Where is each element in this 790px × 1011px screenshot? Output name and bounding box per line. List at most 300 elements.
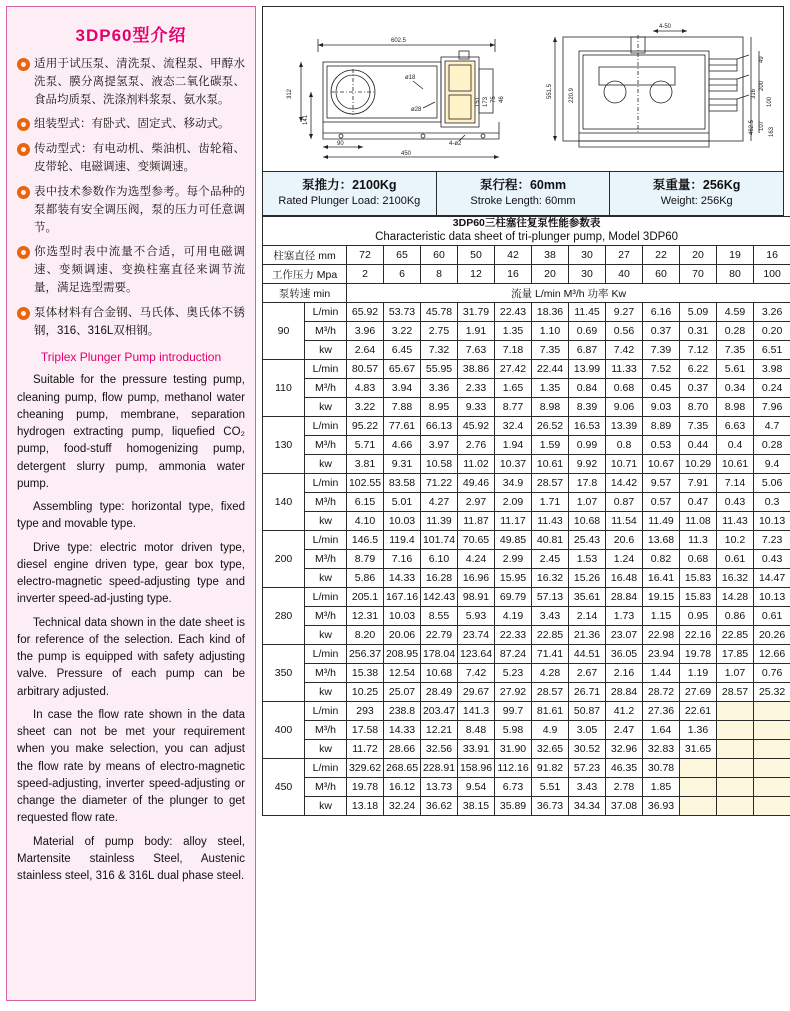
- cell: 46.35: [606, 759, 643, 778]
- speed-value: 280: [263, 588, 305, 645]
- cell: 4.7: [754, 417, 790, 436]
- svg-text:200: 200: [759, 80, 765, 91]
- pressure-value: 12: [458, 265, 495, 284]
- unit-label: kw: [305, 569, 347, 588]
- cell: 16.28: [421, 569, 458, 588]
- cell: 1.71: [532, 493, 569, 512]
- intro-paragraph: Drive type: electric motor driven type, diesel engine driven type, gear box type, electro-magnetic speed-adjusting type and inverter speed-ad-justing type.: [17, 541, 245, 606]
- cell: 25.32: [754, 683, 790, 702]
- cell: 22.85: [717, 626, 754, 645]
- cell: 13.99: [569, 360, 606, 379]
- cell: 28.57: [717, 683, 754, 702]
- cell: 22.43: [495, 303, 532, 322]
- unit-label: kw: [305, 626, 347, 645]
- cell: 0.20: [754, 322, 790, 341]
- cell: 1.15: [643, 607, 680, 626]
- unit-label: M³/h: [305, 550, 347, 569]
- cell: 3.36: [421, 379, 458, 398]
- table-row: [263, 626, 790, 645]
- cell: 11.39: [421, 512, 458, 531]
- spec-bar: [262, 172, 784, 216]
- cell: 27.36: [643, 702, 680, 721]
- svg-text:107: 107: [759, 120, 765, 131]
- table-row: [263, 759, 790, 778]
- cell: 99.7: [495, 702, 532, 721]
- cell: 71.41: [532, 645, 569, 664]
- cell: 0.34: [717, 379, 754, 398]
- svg-text:ø18: ø18: [405, 75, 416, 81]
- cell: 35.61: [569, 588, 606, 607]
- cell: 3.96: [347, 322, 384, 341]
- cell: [754, 759, 790, 778]
- cell: 5.93: [458, 607, 495, 626]
- intro-bullet: [17, 141, 245, 177]
- diameter-value: 50: [458, 246, 495, 265]
- svg-text:173: 173: [483, 96, 489, 107]
- cell: 0.57: [643, 493, 680, 512]
- spec-label-cn: 泵行程：60mm: [479, 178, 567, 192]
- cell: 1.85: [643, 778, 680, 797]
- cell: 38.15: [458, 797, 495, 816]
- cell: 65.92: [347, 303, 384, 322]
- diameter-value: 27: [606, 246, 643, 265]
- cell: 13.68: [643, 531, 680, 550]
- cell: 29.67: [458, 683, 495, 702]
- table-row: [263, 379, 790, 398]
- cell: 9.57: [643, 474, 680, 493]
- cell: 158.96: [458, 759, 495, 778]
- cell: [717, 702, 754, 721]
- table-row-pressure: [263, 265, 790, 284]
- cell: 10.25: [347, 683, 384, 702]
- cell: 2.78: [606, 778, 643, 797]
- cell: 0.28: [754, 436, 790, 455]
- table-row: [263, 607, 790, 626]
- cell: 22.44: [532, 360, 569, 379]
- intro-bullet: [17, 56, 245, 109]
- unit-label: kw: [305, 512, 347, 531]
- table-row: [263, 531, 790, 550]
- cell: 45.78: [421, 303, 458, 322]
- cell: 13.18: [347, 797, 384, 816]
- table-row: [263, 493, 790, 512]
- cell: 0.28: [717, 322, 754, 341]
- cell: 0.37: [643, 322, 680, 341]
- cell: 5.86: [347, 569, 384, 588]
- cell: 7.88: [384, 398, 421, 417]
- intro-bullet: [17, 116, 245, 134]
- cell: 0.76: [754, 664, 790, 683]
- svg-text:551.5: 551.5: [547, 83, 553, 99]
- unit-label: M³/h: [305, 379, 347, 398]
- cell: 4.19: [495, 607, 532, 626]
- cell: 8.39: [569, 398, 606, 417]
- svg-text:316: 316: [751, 88, 757, 99]
- spec-label-en: Weight: 256Kg: [660, 194, 733, 207]
- table-row: [263, 588, 790, 607]
- table-title-en: Characteristic data sheet of tri-plunger pump, Model 3DP60: [375, 231, 679, 244]
- cell: 293: [347, 702, 384, 721]
- cell: 22.16: [680, 626, 717, 645]
- diameter-value: 72: [347, 246, 384, 265]
- intro-bullet-text: 组装型式：有卧式、固定式、移动式。: [34, 118, 230, 131]
- cell: 10.58: [421, 455, 458, 474]
- cell: 0.87: [606, 493, 643, 512]
- cell: 28.84: [606, 588, 643, 607]
- cell: 32.4: [495, 417, 532, 436]
- pressure-value: 40: [606, 265, 643, 284]
- cell: 4.10: [347, 512, 384, 531]
- cell: 0.45: [643, 379, 680, 398]
- spec-cell-plunger-load: [263, 172, 437, 215]
- unit-label: L/min: [305, 303, 347, 322]
- cell: 3.43: [569, 778, 606, 797]
- bullet-marker-icon: [17, 118, 30, 131]
- cell: 0.43: [754, 550, 790, 569]
- cell: 8.48: [458, 721, 495, 740]
- cell: 0.82: [643, 550, 680, 569]
- speed-value: 450: [263, 759, 305, 816]
- cell: 21.36: [569, 626, 606, 645]
- intro-english-title: Triplex Plunger Pump introduction: [40, 350, 222, 365]
- svg-text:90: 90: [337, 141, 344, 147]
- cell: 3.05: [569, 721, 606, 740]
- cell: 11.08: [680, 512, 717, 531]
- cell: 7.23: [754, 531, 790, 550]
- cell: 0.53: [643, 436, 680, 455]
- diameter-value: 65: [384, 246, 421, 265]
- cell: 7.12: [680, 341, 717, 360]
- cell: 5.51: [532, 778, 569, 797]
- pressure-value: 30: [569, 265, 606, 284]
- cell: 32.56: [421, 740, 458, 759]
- cell: 10.37: [495, 455, 532, 474]
- table-row: [263, 398, 790, 417]
- cell: 28.72: [643, 683, 680, 702]
- cell: 1.24: [606, 550, 643, 569]
- cell: 0.61: [717, 550, 754, 569]
- intro-bullet-text: 适用于试压泵、清洗泵、流程泵、甲醇水洗泵、膜分离提氢泵、液态二氧化碳泵、食品均质泵、洗涤剂料浆泵、氨水泵。: [34, 58, 245, 106]
- cell: 98.91: [458, 588, 495, 607]
- cell: 17.8: [569, 474, 606, 493]
- cell: 1.07: [717, 664, 754, 683]
- cell: 1.10: [532, 322, 569, 341]
- cell: 31.79: [458, 303, 495, 322]
- cell: [754, 778, 790, 797]
- cell: 3.43: [532, 607, 569, 626]
- table-row: [263, 455, 790, 474]
- cell: 9.03: [643, 398, 680, 417]
- unit-label: M³/h: [305, 664, 347, 683]
- cell: 7.18: [495, 341, 532, 360]
- intro-paragraph: In case the flow rate shown in the data sheet can not be met your requirement when you make selection, you can adjust the flow rate by means of electro-magnetic speed-adjusting, inverter speed-adjusting or change the diameter of the plunger to get requested flow rate.: [17, 708, 245, 825]
- speed-value: 200: [263, 531, 305, 588]
- cell: 0.3: [754, 493, 790, 512]
- cell: 1.35: [532, 379, 569, 398]
- cell: 2.64: [347, 341, 384, 360]
- table-row-flow-header: [263, 284, 790, 303]
- cell: 4.27: [421, 493, 458, 512]
- cell: [717, 721, 754, 740]
- cell: 22.61: [680, 702, 717, 721]
- cell: 7.39: [643, 341, 680, 360]
- cell: 6.16: [643, 303, 680, 322]
- cell: 40.81: [532, 531, 569, 550]
- cell: 80.57: [347, 360, 384, 379]
- cell: 3.22: [384, 322, 421, 341]
- cell: [717, 740, 754, 759]
- cell: 7.35: [532, 341, 569, 360]
- cell: 0.61: [754, 607, 790, 626]
- svg-text:46: 46: [499, 96, 505, 103]
- pressure-value: 70: [680, 265, 717, 284]
- pressure-value: 20: [532, 265, 569, 284]
- cell: 19.78: [347, 778, 384, 797]
- cell: 11.43: [717, 512, 754, 531]
- cell: 10.68: [569, 512, 606, 531]
- cell: 0.99: [569, 436, 606, 455]
- cell: 36.62: [421, 797, 458, 816]
- spec-label-cn: 泵重量：256Kg: [652, 178, 741, 192]
- table-row-diameter: [263, 246, 790, 265]
- right-column: [262, 6, 784, 816]
- cell: 36.73: [532, 797, 569, 816]
- diameter-value: 30: [569, 246, 606, 265]
- cell: 16.12: [384, 778, 421, 797]
- cell: 6.10: [421, 550, 458, 569]
- svg-text:4-ø2: 4-ø2: [449, 141, 462, 147]
- cell: 2.99: [495, 550, 532, 569]
- cell: 228.91: [421, 759, 458, 778]
- cell: 0.31: [680, 322, 717, 341]
- cell: 11.49: [643, 512, 680, 531]
- cell: 0.84: [569, 379, 606, 398]
- cell: 10.61: [532, 455, 569, 474]
- table-row: [263, 436, 790, 455]
- cell: 7.35: [680, 417, 717, 436]
- cell: 19.78: [680, 645, 717, 664]
- spec-cell-stroke-length: [437, 172, 611, 215]
- cell: 30.78: [643, 759, 680, 778]
- cell: 11.87: [458, 512, 495, 531]
- cell: [717, 759, 754, 778]
- cell: 8.95: [421, 398, 458, 417]
- cell: 9.4: [754, 455, 790, 474]
- pressure-value: 16: [495, 265, 532, 284]
- cell: [680, 759, 717, 778]
- cell: 1.59: [532, 436, 569, 455]
- cell: 22.85: [532, 626, 569, 645]
- cell: 2.75: [421, 322, 458, 341]
- cell: 49.46: [458, 474, 495, 493]
- cell: 12.66: [754, 645, 790, 664]
- cell: 10.67: [643, 455, 680, 474]
- unit-label: kw: [305, 455, 347, 474]
- cell: 17.58: [347, 721, 384, 740]
- speed-value: 350: [263, 645, 305, 702]
- svg-text:100: 100: [767, 96, 773, 107]
- cell: 83.58: [384, 474, 421, 493]
- cell: 11.45: [569, 303, 606, 322]
- unit-label: M³/h: [305, 322, 347, 341]
- cell: 6.73: [495, 778, 532, 797]
- intro-bullet-text: 传动型式：有电动机、柴油机、齿轮箱、皮带轮、电磁调速、变频调速。: [34, 143, 245, 174]
- cell: 23.07: [606, 626, 643, 645]
- intro-paragraph: Assembling type: horizontal type, fixed type and movable type.: [17, 501, 245, 531]
- diameter-value: 20: [680, 246, 717, 265]
- cell: 38.86: [458, 360, 495, 379]
- cell: 23.74: [458, 626, 495, 645]
- speed-value: 400: [263, 702, 305, 759]
- cell: 119.4: [384, 531, 421, 550]
- cell: 1.53: [569, 550, 606, 569]
- cell: 32.83: [643, 740, 680, 759]
- cell: 11.72: [347, 740, 384, 759]
- intro-bullet: [17, 244, 245, 297]
- cell: 77.61: [384, 417, 421, 436]
- cell: 2.47: [606, 721, 643, 740]
- cell: 2.67: [569, 664, 606, 683]
- cell: 8.70: [680, 398, 717, 417]
- cell: 3.98: [754, 360, 790, 379]
- cell: 26.52: [532, 417, 569, 436]
- unit-label: kw: [305, 683, 347, 702]
- cell: 49.85: [495, 531, 532, 550]
- cell: 14.47: [754, 569, 790, 588]
- table-row: [263, 702, 790, 721]
- cell: 23.94: [643, 645, 680, 664]
- cell: 17.85: [717, 645, 754, 664]
- cell: 69.79: [495, 588, 532, 607]
- table-row: [263, 740, 790, 759]
- cell: 10.13: [754, 588, 790, 607]
- cell: 4.59: [717, 303, 754, 322]
- diameter-value: 60: [421, 246, 458, 265]
- cell: 0.56: [606, 322, 643, 341]
- cell: 1.91: [458, 322, 495, 341]
- unit-label: L/min: [305, 474, 347, 493]
- cell: 167.16: [384, 588, 421, 607]
- unit-label: L/min: [305, 588, 347, 607]
- cell: 12.31: [347, 607, 384, 626]
- cell: 4.9: [532, 721, 569, 740]
- cell: 5.06: [754, 474, 790, 493]
- cell: 28.57: [532, 474, 569, 493]
- cell: 7.35: [717, 341, 754, 360]
- cell: 0.8: [606, 436, 643, 455]
- pressure-value: 8: [421, 265, 458, 284]
- cell: 1.73: [606, 607, 643, 626]
- cell: 66.13: [421, 417, 458, 436]
- cell: 0.24: [754, 379, 790, 398]
- table-row: [263, 797, 790, 816]
- cell: 3.22: [347, 398, 384, 417]
- unit-label: L/min: [305, 417, 347, 436]
- cell: 33.91: [458, 740, 495, 759]
- cell: 8.98: [717, 398, 754, 417]
- cell: 11.3: [680, 531, 717, 550]
- intro-bullet-text: 泵体材料有合金钢、马氏体、奥氏体不锈钢，316、316L双相钢。: [34, 306, 245, 337]
- unit-label: L/min: [305, 645, 347, 664]
- cell: 15.26: [569, 569, 606, 588]
- cell: 91.82: [532, 759, 569, 778]
- cell: 22.33: [495, 626, 532, 645]
- cell: 57.23: [569, 759, 606, 778]
- cell: 32.96: [606, 740, 643, 759]
- cell: 5.98: [495, 721, 532, 740]
- flow-header-cell: 流量 L/min M³/h 功率 Kw: [347, 284, 790, 303]
- cell: 0.43: [717, 493, 754, 512]
- unit-label: M³/h: [305, 607, 347, 626]
- cell: 20.26: [754, 626, 790, 645]
- table-row: [263, 721, 790, 740]
- cell: 1.07: [569, 493, 606, 512]
- cell: 26.71: [569, 683, 606, 702]
- cell: 0.37: [680, 379, 717, 398]
- cell: 10.03: [384, 607, 421, 626]
- cell: 18.36: [532, 303, 569, 322]
- cell: 81.61: [532, 702, 569, 721]
- cell: 7.32: [421, 341, 458, 360]
- cell: 50.87: [569, 702, 606, 721]
- svg-text:312: 312: [287, 88, 293, 99]
- cell: 2.45: [532, 550, 569, 569]
- cell: 10.13: [754, 512, 790, 531]
- cell: 16.32: [532, 569, 569, 588]
- intro-title: 3DP60型介绍: [75, 26, 187, 45]
- cell: 34.9: [495, 474, 532, 493]
- table-title-cn: 3DP60三柱塞往复泵性能参数表: [452, 216, 601, 229]
- cell: 205.1: [347, 588, 384, 607]
- cell: 102.55: [347, 474, 384, 493]
- cell: 6.87: [569, 341, 606, 360]
- unit-label: kw: [305, 797, 347, 816]
- table-title-cell: [263, 216, 790, 246]
- cell: 8.20: [347, 626, 384, 645]
- table-row: [263, 341, 790, 360]
- cell: 142.43: [421, 588, 458, 607]
- cell: 9.27: [606, 303, 643, 322]
- cell: 2.33: [458, 379, 495, 398]
- spec-label-cn: 泵推力：2100Kg: [302, 178, 397, 192]
- cell: 28.57: [532, 683, 569, 702]
- cell: 10.29: [680, 455, 717, 474]
- cell: 1.65: [495, 379, 532, 398]
- cell: 37.08: [606, 797, 643, 816]
- cell: 14.33: [384, 569, 421, 588]
- cell: 7.52: [643, 360, 680, 379]
- cell: 6.51: [754, 341, 790, 360]
- cell: 71.22: [421, 474, 458, 493]
- pressure-value: 6: [384, 265, 421, 284]
- cell: 9.31: [384, 455, 421, 474]
- cell: [754, 740, 790, 759]
- cell: 1.36: [680, 721, 717, 740]
- cell: 146.5: [347, 531, 384, 550]
- cell: 19.15: [643, 588, 680, 607]
- cell: 57.13: [532, 588, 569, 607]
- cell: 31.65: [680, 740, 717, 759]
- cell: 3.94: [384, 379, 421, 398]
- cell: 25.43: [569, 531, 606, 550]
- cell: [717, 778, 754, 797]
- svg-text:ø28: ø28: [411, 107, 422, 113]
- cell: 0.68: [680, 550, 717, 569]
- cell: 10.2: [717, 531, 754, 550]
- cell: 5.71: [347, 436, 384, 455]
- table-row: [263, 474, 790, 493]
- cell: 28.84: [606, 683, 643, 702]
